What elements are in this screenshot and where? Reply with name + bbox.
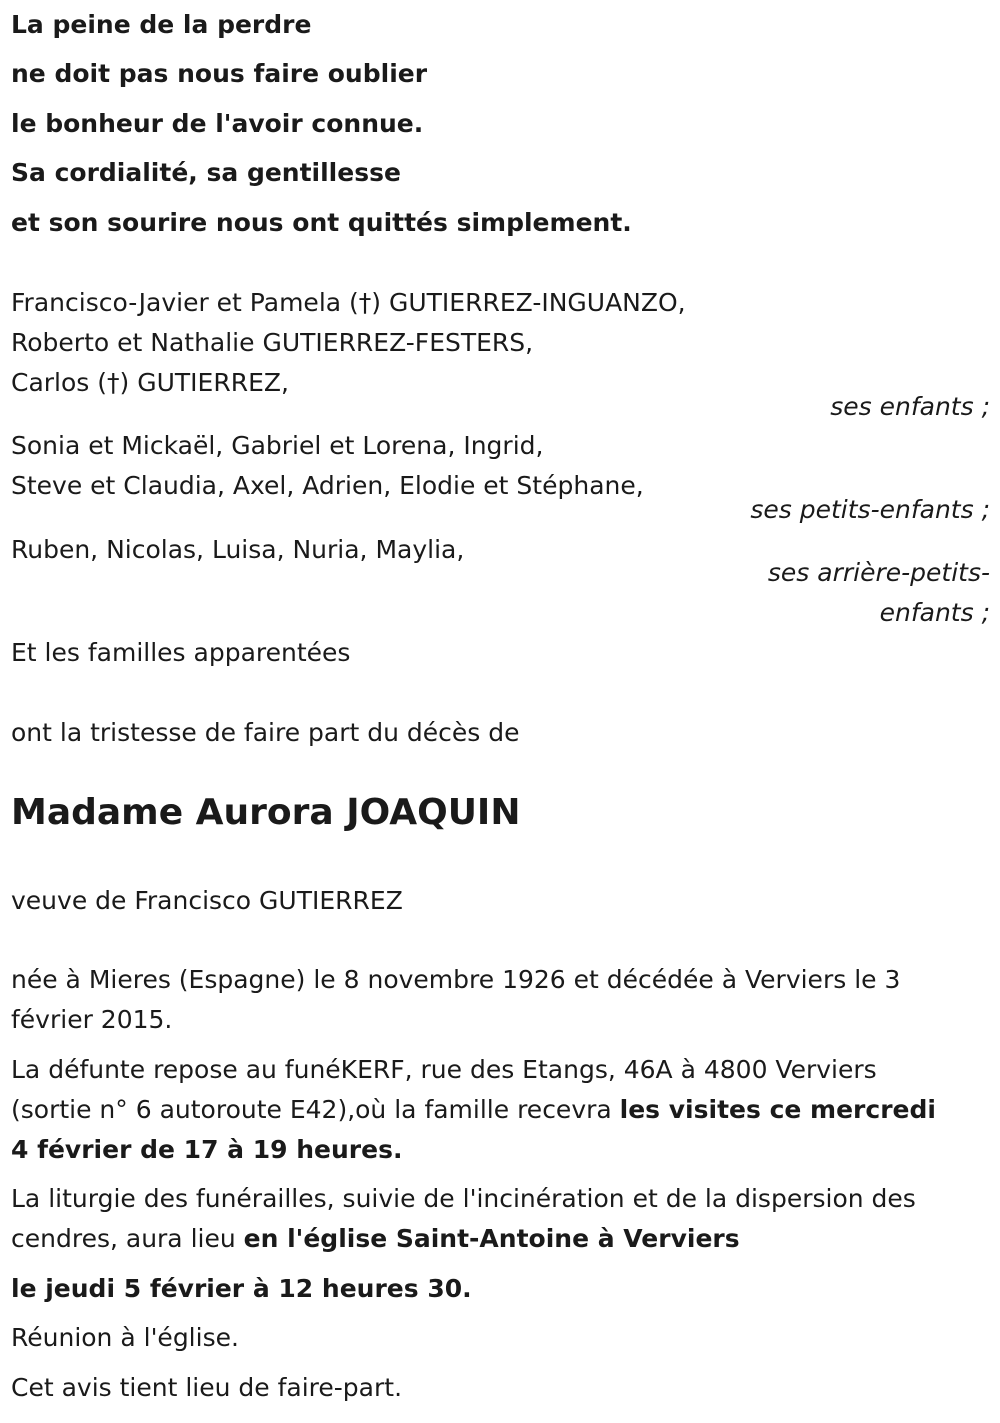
repose-line-1: La défunte repose au funéKERF, rue des Etangs, 46A à 4800 Verviers xyxy=(11,1055,877,1084)
grandchildren-line-1: Sonia et Mickaël, Gabriel et Lorena, Ingrid, xyxy=(11,431,544,460)
repose-visits-text: les visites ce mercredi xyxy=(619,1095,936,1124)
families-line: Et les familles apparentées xyxy=(11,638,351,667)
poem-line-4: Sa cordialité, sa gentillesse xyxy=(11,158,401,187)
liturgy-line-2 xyxy=(11,1224,740,1253)
notice-line: Cet avis tient lieu de faire-part. xyxy=(11,1373,403,1402)
deceased-name: Madame Aurora JOAQUIN xyxy=(11,792,521,833)
grandchildren-line-2: Steve et Claudia, Axel, Adrien, Elodie et Stéphane, xyxy=(11,471,644,500)
repose-line-3: 4 février de 17 à 19 heures. xyxy=(11,1135,403,1164)
children-label: ses enfants ; xyxy=(830,392,990,421)
liturgy-line-1: La liturgie des funérailles, suivie de l'incinération et de la dispersion des xyxy=(11,1184,916,1213)
great-grandchildren-label-2: enfants ; xyxy=(879,598,990,627)
liturgy-line-2-normal: cendres, aura lieu xyxy=(11,1224,244,1253)
poem-line-5: et son sourire nous ont quittés simplement. xyxy=(11,208,632,237)
liturgy-line-3: le jeudi 5 février à 12 heures 30. xyxy=(11,1274,472,1303)
poem-line-2: ne doit pas nous faire oublier xyxy=(11,59,428,88)
great-grandchildren-label-1: ses arrière-petits- xyxy=(767,558,990,587)
children-line-3: Carlos (†) GUTIERREZ, xyxy=(11,368,289,397)
poem-line-1: La peine de la perdre xyxy=(11,10,312,39)
grandchildren-label: ses petits-enfants ; xyxy=(750,495,990,524)
announcement-line: ont la tristesse de faire part du décès de xyxy=(11,718,520,747)
repose-line-2 xyxy=(11,1095,936,1124)
repose-line-2-normal: (sortie n° 6 autoroute E42),où la famille recevra xyxy=(11,1095,620,1124)
birth-death-line-2: février 2015. xyxy=(11,1005,173,1034)
poem-line-3: le bonheur de l'avoir connue. xyxy=(11,109,424,138)
reunion-line: Réunion à l'église. xyxy=(11,1323,239,1352)
children-line-1: Francisco-Javier et Pamela (†) GUTIERREZ-INGUANZO, xyxy=(11,288,686,317)
widow-of-line: veuve de Francisco GUTIERREZ xyxy=(11,886,403,915)
birth-death-line-1: née à Mieres (Espagne) le 8 novembre 1926 et décédée à Verviers le 3 xyxy=(11,965,901,994)
children-line-2: Roberto et Nathalie GUTIERREZ-FESTERS, xyxy=(11,328,534,357)
great-grandchildren-line-1: Ruben, Nicolas, Luisa, Nuria, Maylia, xyxy=(11,535,465,564)
liturgy-church-text: en l'église Saint-Antoine à Verviers xyxy=(243,1224,740,1253)
